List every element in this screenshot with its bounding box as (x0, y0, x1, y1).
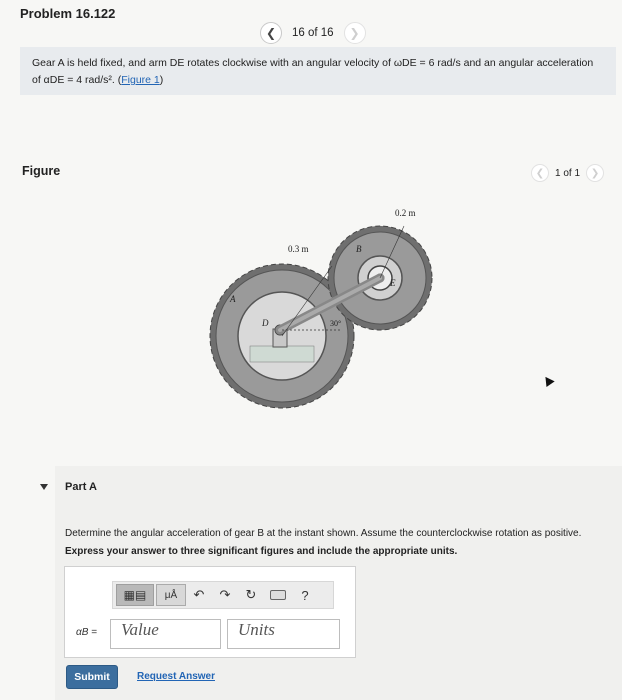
value-input[interactable]: Value (110, 619, 221, 649)
angle-label: 30° (330, 319, 342, 328)
dim-gear-b: 0.2 m (395, 208, 416, 218)
submit-button[interactable]: Submit (66, 665, 118, 689)
label-d: D (262, 318, 269, 328)
part-question: Determine the angular acceleration of gear B at the instant shown. Assume the counterclockwise rotation as positive. (65, 528, 582, 539)
problem-statement (20, 47, 616, 95)
gear-figure (190, 196, 450, 416)
chevron-right-icon[interactable]: ❯ (586, 164, 604, 182)
figure-pager-text: 1 of 1 (555, 167, 581, 179)
problem-text: Gear A is held fixed, and arm DE rotates clockwise with an angular velocity of ωDE = 6 rad/s and an angular acceleration of αDE = 4 rad/s². ( (32, 57, 594, 86)
problem-pager (260, 22, 366, 44)
redo-icon[interactable]: ↷ (219, 587, 231, 602)
keyboard-icon[interactable] (270, 590, 286, 600)
dim-gear-a: 0.3 m (288, 244, 309, 254)
reset-icon[interactable]: ↻ (245, 587, 257, 602)
figure-heading: Figure (22, 164, 61, 178)
units-symbols-button[interactable]: μÅ (156, 584, 186, 606)
chevron-left-icon[interactable]: ❮ (531, 164, 549, 182)
request-answer-link[interactable]: Request Answer (137, 671, 215, 682)
chevron-right-icon[interactable]: ❯ (344, 22, 366, 44)
part-a-label[interactable]: Part A (65, 481, 97, 493)
math-toolbar (112, 581, 334, 609)
help-button[interactable]: ? (301, 587, 309, 603)
chevron-left-icon[interactable]: ❮ (260, 22, 282, 44)
undo-icon[interactable]: ↶ (193, 587, 205, 602)
templates-icon[interactable]: ▦▤ (116, 584, 154, 606)
label-a: A (230, 294, 236, 304)
label-e: E (390, 278, 396, 288)
mouse-cursor-icon (541, 374, 554, 387)
collapse-arrow-icon[interactable] (40, 484, 48, 490)
pager-text: 16 of 16 (292, 27, 334, 39)
figure-pager (531, 164, 604, 182)
problem-text-end: ) (159, 74, 164, 86)
figure-link[interactable]: Figure 1 (121, 74, 160, 86)
units-input[interactable]: Units (227, 619, 340, 649)
part-instruction: Express your answer to three significant figures and include the appropriate units. (65, 546, 458, 557)
problem-title: Problem 16.122 (20, 6, 116, 21)
label-b: B (356, 244, 362, 254)
variable-label: αB = (76, 627, 97, 638)
